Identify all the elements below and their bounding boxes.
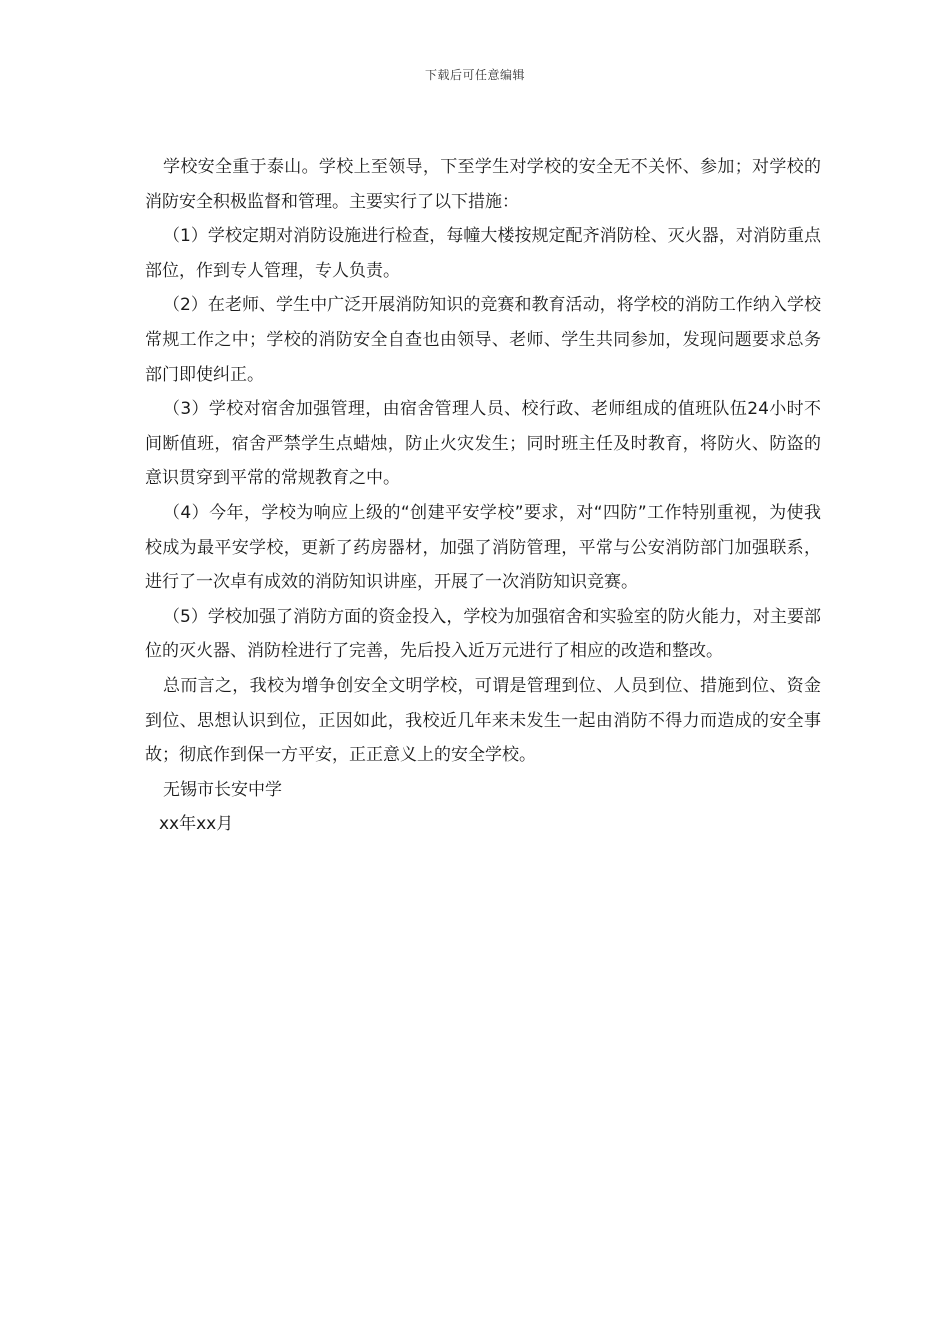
paragraph-measure-5: （5）学校加强了消防方面的资金投入，学校为加强宿舍和实验室的防火能力，对主要部位的灭火器、消防栓进行了完善，先后投入近万元进行了相应的改造和整改。 [145, 606, 821, 662]
paragraph-measure-1: （1）学校定期对消防设施进行检查，每幢大楼按规定配齐消防栓、灭火器，对消防重点部位，作到专人管理，专人负责。 [145, 226, 821, 281]
page-header: 下载后可任意编辑 [424, 68, 525, 82]
paragraph-measure-4: （4）今年，学校为响应上级的“创建平安学校”要求，对“四防”工作特别重视，为使我校成为最平安学校，更新了药房器材，加强了消防管理，平常与公安消防部门加强联系，进行了一次卓有成效的消防知识讲座，开展了一次消防知识竞赛。 [145, 502, 821, 593]
paragraph-conclusion: 总而言之，我校为增争创安全文明学校，可谓是管理到位、人员到位、措施到位、资金到位、思想认识到位，正因如此，我校近几年来未发生一起由消防不得力而造成的安全事故；彻底作到保一方平安，正正意义上的安全学校。 [145, 675, 821, 766]
signature-date: xx年xx月 [159, 814, 234, 835]
signature-school: 无锡市长安中学 [163, 779, 282, 800]
paragraph-intro: 学校安全重于泰山。学校上至领导，下至学生对学校的安全无不关怀、参加；对学校的消防安全积极监督和管理。主要实行了以下措施： [145, 157, 821, 212]
paragraph-measure-3: （3）学校对宿舍加强管理，由宿舍管理人员、校行政、老师组成的值班队伍24小时不间断值班，宿舍严禁学生点蜡烛，防止火灾发生；同时班主任及时教育，将防火、防盗的意识贯穿到平常的常规教育之中。 [145, 399, 821, 489]
paragraph-measure-2: （2）在老师、学生中广泛开展消防知识的竞赛和教育活动，将学校的消防工作纳入学校常规工作之中；学校的消防安全自查也由领导、老师、学生共同参加，发现问题要求总务部门即使纠正。 [145, 295, 821, 385]
document-body [145, 150, 821, 842]
